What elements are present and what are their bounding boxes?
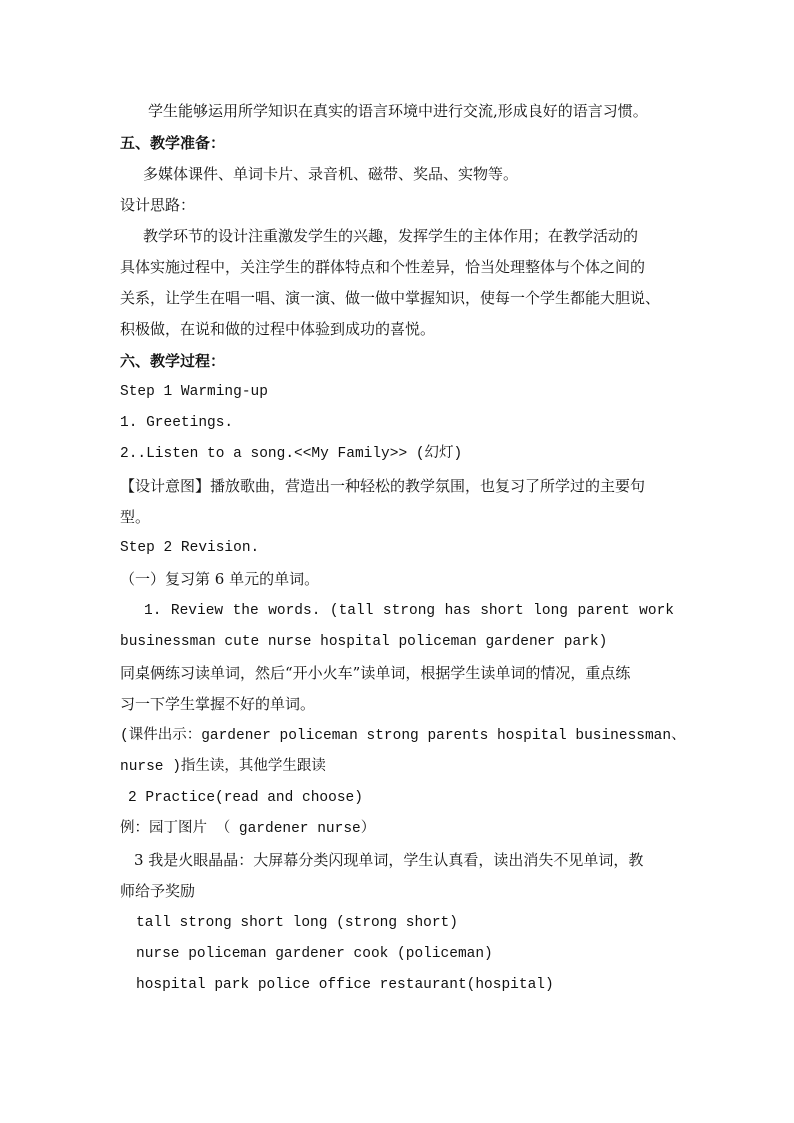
paragraph-line: 师给予奖励 <box>120 882 196 900</box>
word-list-line: businessman cute nurse hospital policeman gardener park) <box>120 634 608 650</box>
paragraph-line: 关系，让学生在唱一唱、演一演、做一做中掌握知识，使每一个学生都能大胆说、 <box>120 289 661 307</box>
word-list-line: hospital park police office restaurant(hospital) <box>136 977 554 993</box>
word-list-line: nurse policeman gardener cook (policeman) <box>136 946 493 962</box>
list-item: 2 Practice(read and choose) <box>128 790 363 806</box>
paragraph-line: 教学环节的设计注重激发学生的兴趣，发挥学生的主体作用；在教学活动的 <box>143 227 639 245</box>
section-heading-preparation: 五、教学准备： <box>120 134 226 152</box>
step-heading: Step 1 Warming-up <box>120 384 268 400</box>
design-intent-line: 【设计意图】播放歌曲，营造出一种轻松的教学氛围，也复习了所学过的主要句 <box>120 477 646 495</box>
paragraph-line: 具体实施过程中，关注学生的群体特点和个性差异，恰当处理整体与个体之间的 <box>120 258 646 276</box>
list-item: 3 我是火眼晶晶：大屏幕分类闪现单词，学生认真看，读出消失不见单词，教 <box>134 851 644 869</box>
list-item: 2..Listen to a song.<<My Family>> (幻灯) <box>120 446 463 462</box>
design-idea-label: 设计思路： <box>120 196 196 214</box>
paragraph-line: nurse )指生读，其他学生跟读 <box>120 759 326 775</box>
word-list-line: tall strong short long (strong short) <box>136 915 458 931</box>
list-item: 1. Greetings. <box>120 415 234 431</box>
paragraph-line: 型。 <box>120 508 151 526</box>
example-line: 例：园丁图片 （ gardener nurse） <box>120 821 376 837</box>
subsection-heading: （一）复习第 6 单元的单词。 <box>120 570 320 588</box>
paragraph-line: (课件出示：gardener policeman strong parents hospital businessman、 <box>120 728 686 744</box>
step-heading: Step 2 Revision. <box>120 540 260 556</box>
section-heading-process: 六、教学过程： <box>120 352 226 370</box>
list-item: 1. Review the words. (tall strong has short long parent work <box>144 603 674 619</box>
paragraph-line: 习一下学生掌握不好的单词。 <box>120 695 316 713</box>
paragraph-line: 学生能够运用所学知识在真实的语言环境中进行交流,形成良好的语言习惯。 <box>148 102 648 120</box>
paragraph-line: 多媒体课件、单词卡片、录音机、磁带、奖品、实物等。 <box>143 165 519 183</box>
paragraph-line: 积极做，在说和做的过程中体验到成功的喜悦。 <box>120 320 436 338</box>
paragraph-line: 同桌俩练习读单词，然后“开小火车”读单词，根据学生读单词的情况，重点练 <box>120 664 631 682</box>
